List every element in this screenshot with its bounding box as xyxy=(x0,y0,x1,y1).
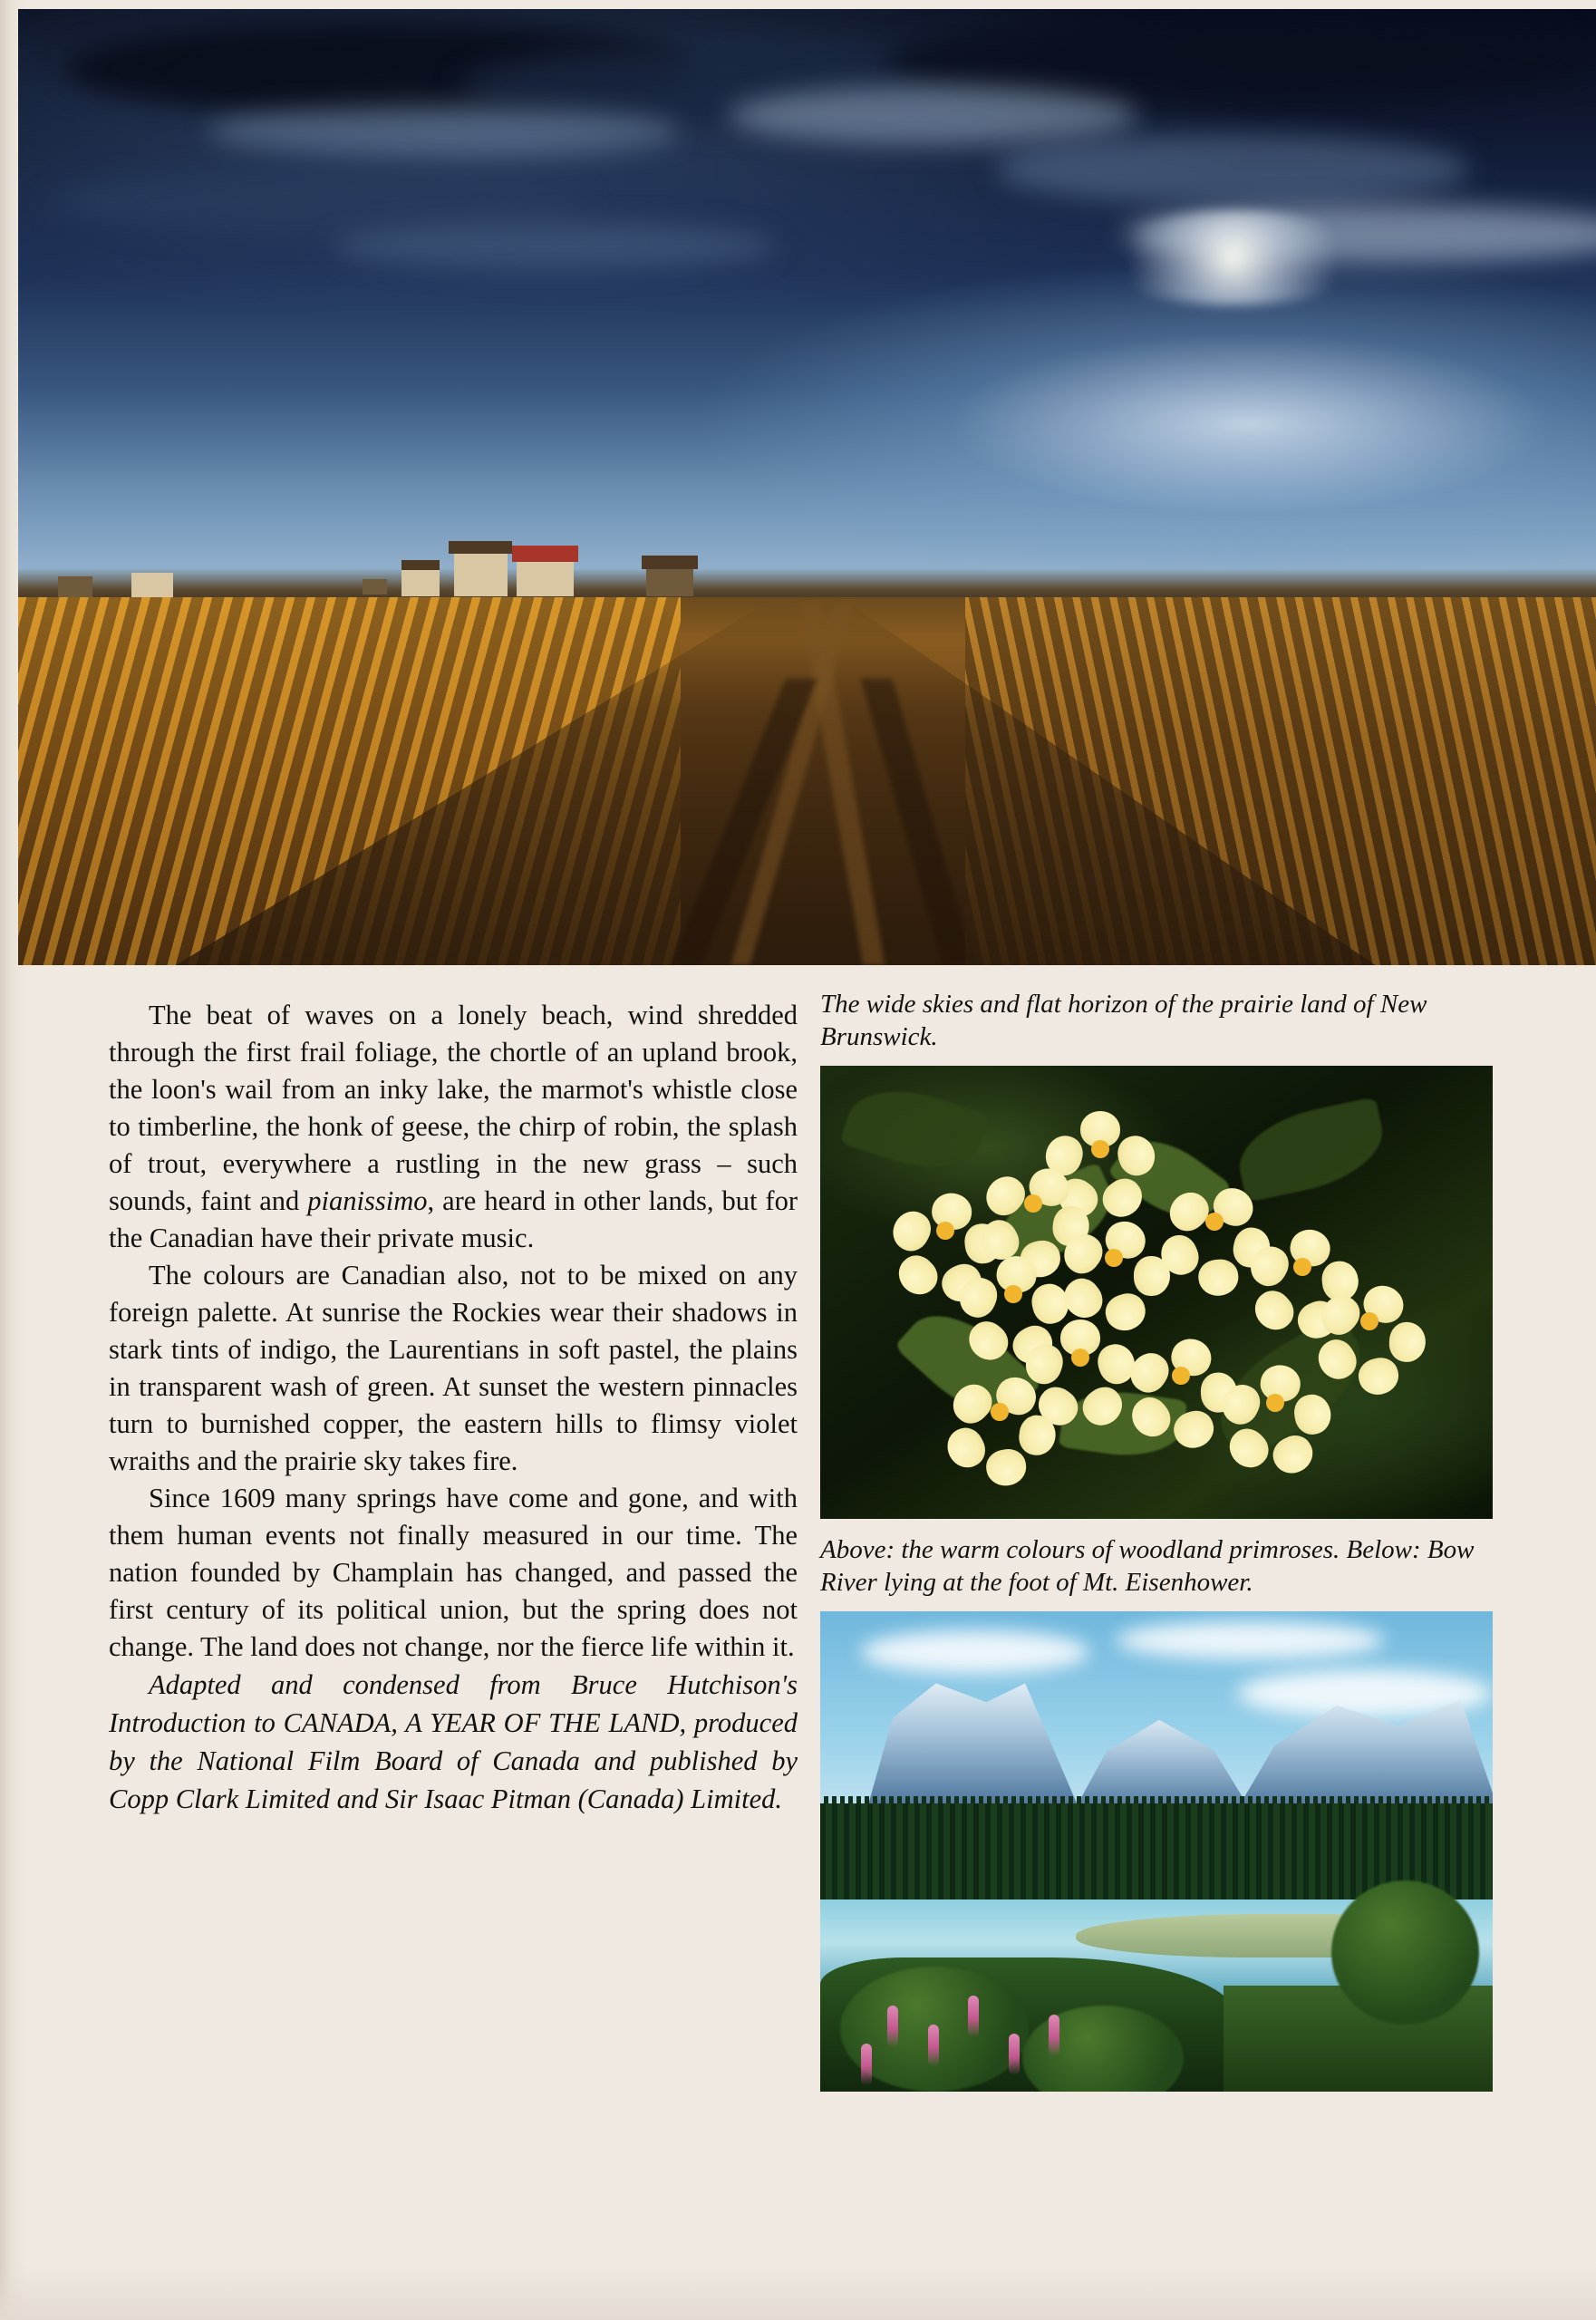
primrose-blossom xyxy=(1176,1184,1253,1260)
fireweed-bloom xyxy=(1009,2034,1020,2075)
farm-building-roof xyxy=(512,546,578,562)
prairie-sky xyxy=(18,9,1596,602)
farm-building xyxy=(363,579,388,594)
fireweed-bloom xyxy=(928,2025,939,2066)
primrose-flowers-photo xyxy=(820,1066,1493,1519)
primrose-blossom xyxy=(975,1256,1051,1332)
primrose-blossom xyxy=(1062,1111,1138,1187)
article-paragraph-2: The colours are Canadian also, not to be mixed on any foreign palette. At sunrise the Rockies wear their shadows in stark tints of indigo, the Laurentians in soft pastel, the plains in transparent wash of green. At sunset the western pinnacles turn to burnished copper, the eastern hills to flimsy violet wraiths and the prairie sky takes fire. xyxy=(109,1260,798,1476)
primrose-blossom xyxy=(995,1165,1071,1242)
farm-building-roof xyxy=(401,560,440,571)
shrub xyxy=(1331,1880,1479,2025)
farm-building xyxy=(131,573,172,596)
cloud-shape xyxy=(861,1630,1089,1674)
caption-flowers-and-river: Above: the warm colours of woodland primroses. Below: Bow River lying at the foot of Mt. Eisenhower. xyxy=(820,1535,1475,1597)
fireweed-bloom xyxy=(861,2044,872,2085)
fireweed-bloom xyxy=(968,1996,979,2037)
cloud-shape xyxy=(334,222,775,269)
primrose-blossom xyxy=(1042,1320,1118,1396)
primrose-blossom xyxy=(907,1193,983,1269)
farm-building xyxy=(517,560,574,596)
photo-column xyxy=(820,988,1509,2092)
cloud-shape xyxy=(996,133,1469,204)
bow-river-photo xyxy=(820,1611,1493,2092)
caption-prairie: The wide skies and flat horizon of the prairie land of New Brunswick. xyxy=(820,990,1427,1051)
farm-building-roof xyxy=(449,541,512,555)
article-credit: Adapted and condensed from Bruce Hutchison's Introduction to CANADA, A YEAR OF THE LAND, produced by the National Film Board of Canada and published by Copp Clark Limited and Sir Isaac Pitman (Canada) Limited. xyxy=(109,1669,798,1814)
italic-term-pianissimo: pianissimo xyxy=(307,1185,428,1216)
primrose-blossom xyxy=(1143,1338,1219,1414)
primrose-blossom xyxy=(1237,1365,1313,1441)
primrose-blossom xyxy=(962,1374,1038,1450)
farm-building xyxy=(58,576,92,597)
fireweed-bloom xyxy=(887,2006,898,2047)
primrose-blossom xyxy=(1331,1283,1407,1359)
farm-building-roof xyxy=(642,556,699,569)
cloud-shape xyxy=(728,86,1138,145)
moon-glow xyxy=(1091,210,1375,305)
article-paragraph-1: The beat of waves on a lonely beach, wind shredded through the first frail foliage, the chortle of an upland brook, the loon's wail from an inky lake, the marmot's whistle close to timberline, the honk of geese, the chirp of robin, the splash of trout, everywhere a rustling in the new grass – such sounds, faint and pianissimo, are heard in other lands, but for the Canadian have their private music. xyxy=(109,1000,798,1253)
farm-building xyxy=(454,552,508,596)
paper-bottom-edge xyxy=(0,2266,1596,2320)
farm-building xyxy=(646,567,693,596)
article-paragraph-3: Since 1609 many springs have come and gone, and with them human events not finally measured in our time. The nation founded by Champlain has changed, and passed the first century of its political union, but the spring does not change. The land does not change, nor the fierce life within it. xyxy=(109,1483,798,1662)
article-text-column xyxy=(109,997,798,1818)
cloud-shape xyxy=(208,104,681,158)
farm-building xyxy=(401,569,440,596)
cloud-shape xyxy=(1116,1621,1385,1659)
primrose-blossom xyxy=(1076,1220,1152,1296)
prairie-road-photo xyxy=(18,9,1596,965)
fireweed-bloom xyxy=(1049,2015,1059,2056)
primrose-blossom xyxy=(1264,1229,1340,1305)
